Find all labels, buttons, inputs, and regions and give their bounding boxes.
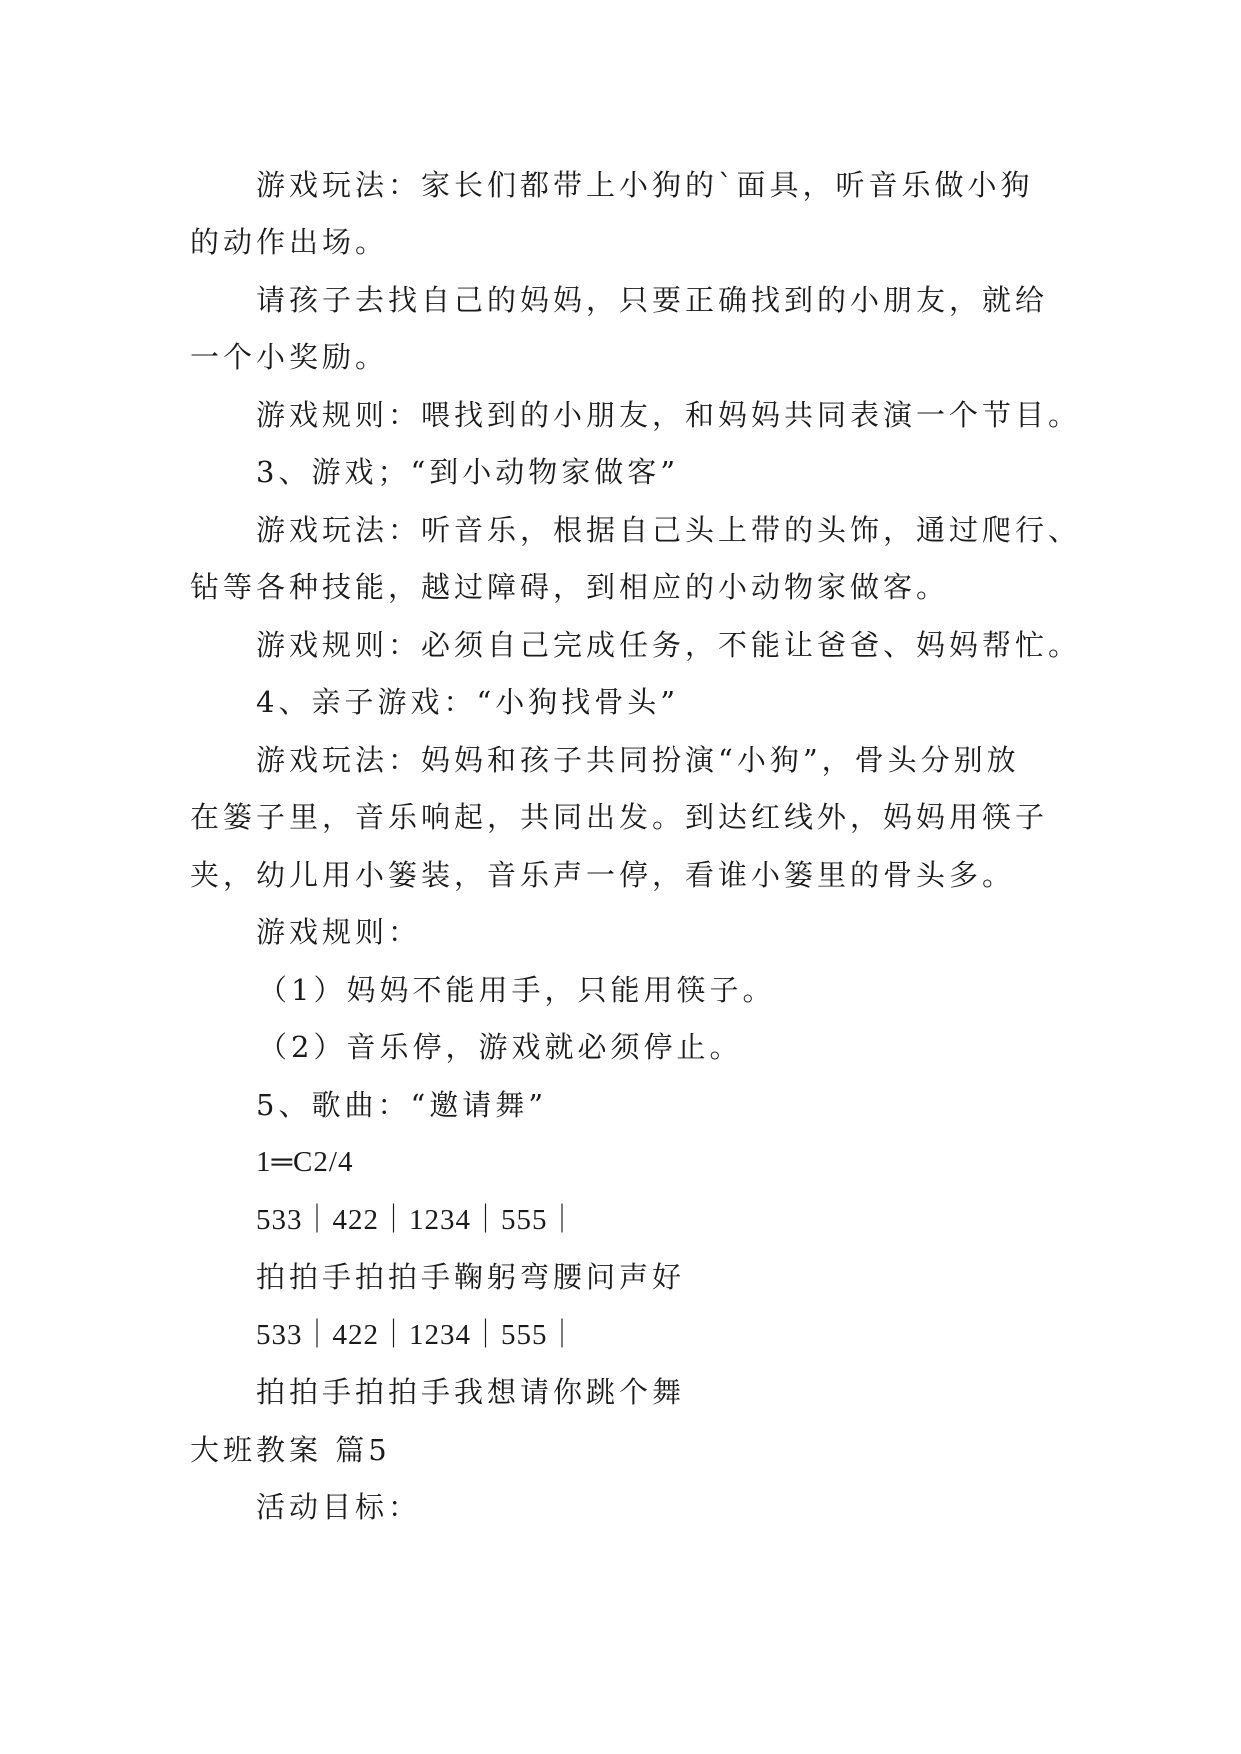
paragraph-game-rule-1: 游戏规则：喂找到的小朋友，和妈妈共同表演一个节目。 bbox=[256, 398, 1082, 432]
paragraph-game-play-1: 游戏玩法：家长们都带上小狗的`面具，听音乐做小狗 bbox=[256, 168, 1034, 202]
heading-game-4: 4、亲子游戏：“小狗找骨头” bbox=[256, 685, 680, 719]
music-notation-line-1: 533｜422｜1234｜555｜ bbox=[256, 1204, 578, 1236]
paragraph-game-play-4-cont-2: 夹，幼儿用小篓装，音乐声一停，看谁小篓里的骨头多。 bbox=[190, 858, 1016, 892]
lyrics-line-2: 拍拍手拍拍手我想请你跳个舞 bbox=[256, 1375, 686, 1409]
music-key-signature: 1═C2/4 bbox=[256, 1146, 354, 1178]
heading-activity-goals: 活动目标： bbox=[256, 1490, 422, 1524]
section-title-lesson-5: 大班教案 篇5 bbox=[190, 1433, 391, 1467]
music-notation-line-2: 533｜422｜1234｜555｜ bbox=[256, 1319, 578, 1351]
rule-item-2: （2）音乐停，游戏就必须停止。 bbox=[258, 1030, 743, 1064]
heading-game-3: 3、游戏；“到小动物家做客” bbox=[256, 455, 680, 489]
heading-game-rules-4: 游戏规则： bbox=[256, 915, 422, 949]
paragraph-game-play-3-cont: 钻等各种技能，越过障碍，到相应的小动物家做客。 bbox=[190, 570, 950, 604]
paragraph-game-play-1-cont: 的动作出场。 bbox=[190, 225, 389, 259]
paragraph-game-rule-3: 游戏规则：必须自己完成任务，不能让爸爸、妈妈帮忙。 bbox=[256, 628, 1082, 662]
lyrics-line-1: 拍拍手拍拍手鞠躬弯腰问声好 bbox=[256, 1260, 686, 1294]
paragraph-game-play-4: 游戏玩法：妈妈和孩子共同扮演“小狗”，骨头分别放 bbox=[256, 743, 1020, 777]
paragraph-find-mom-cont: 一个小奖励。 bbox=[190, 340, 389, 374]
paragraph-find-mom: 请孩子去找自己的妈妈，只要正确找到的小朋友，就给 bbox=[256, 283, 1049, 317]
rule-item-1: （1）妈妈不能用手，只能用筷子。 bbox=[258, 973, 776, 1007]
heading-song-5: 5、歌曲：“邀请舞” bbox=[256, 1088, 548, 1122]
paragraph-game-play-4-cont-1: 在篓子里，音乐响起，共同出发。到达红线外，妈妈用筷子 bbox=[190, 800, 1049, 834]
paragraph-game-play-3: 游戏玩法：听音乐，根据自己头上带的头饰，通过爬行、 bbox=[256, 513, 1082, 547]
